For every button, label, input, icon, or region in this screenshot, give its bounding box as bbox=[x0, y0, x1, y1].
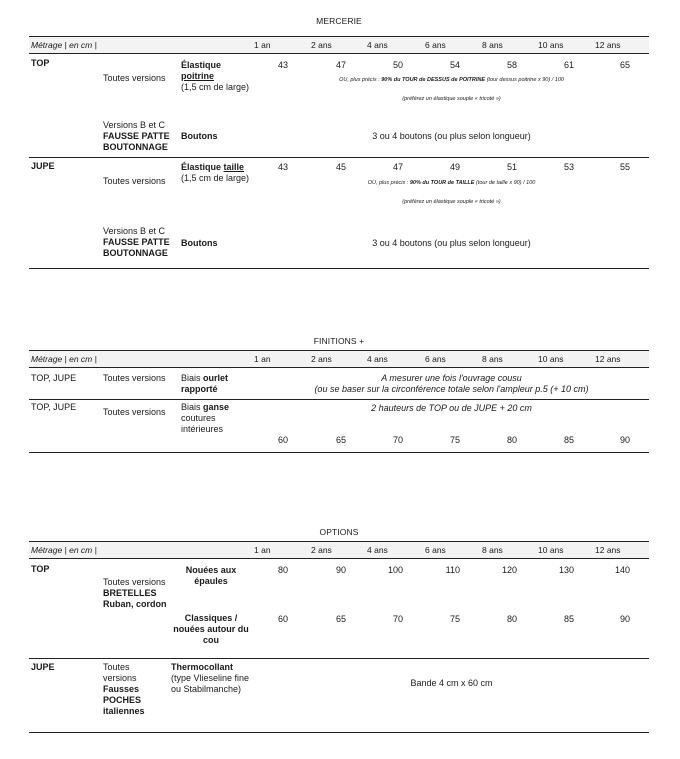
finitions-row1-text2: (ou se baser sur la circonférence totale selon l'ampleur p.5 (+ 10 cm) bbox=[314, 384, 589, 394]
mercerie-jupe-label: JUPE bbox=[31, 161, 55, 171]
value-cell: 70 bbox=[392, 614, 403, 624]
year-8: 8 ans bbox=[482, 354, 503, 364]
year-1: 1 an bbox=[254, 545, 271, 555]
finitions-row2-text: 2 hauteurs de TOP ou de JUPE + 20 cm bbox=[371, 403, 532, 413]
year-1: 1 an bbox=[254, 354, 271, 364]
value-cell: 45 bbox=[335, 162, 346, 172]
value-cell: 60 bbox=[277, 614, 288, 624]
year-6: 6 ans bbox=[425, 40, 446, 50]
finitions-row1-label: TOP, JUPE bbox=[31, 373, 77, 383]
options-top-versions: Toutes versions BRETELLES Ruban, cordon bbox=[103, 577, 167, 609]
value-cell: 65 bbox=[335, 435, 346, 445]
value-cell: 47 bbox=[392, 162, 403, 172]
row-divider bbox=[29, 658, 649, 659]
value-cell: 85 bbox=[563, 614, 574, 624]
value-cell: 85 bbox=[563, 435, 574, 445]
value-cell: 54 bbox=[449, 60, 460, 70]
value-cell: 90 bbox=[335, 565, 346, 575]
value-cell: 100 bbox=[387, 565, 403, 575]
year-6: 6 ans bbox=[425, 354, 446, 364]
value-cell: 75 bbox=[449, 435, 460, 445]
value-cell: 43 bbox=[277, 60, 288, 70]
value-cell: 80 bbox=[506, 614, 517, 624]
finitions-header-row bbox=[29, 350, 649, 368]
options-jupe-label: JUPE bbox=[31, 662, 55, 672]
year-8: 8 ans bbox=[482, 40, 503, 50]
value-cell: 110 bbox=[445, 565, 460, 575]
year-10: 10 ans bbox=[538, 545, 564, 555]
mercerie-top-versions-bc: Versions B et C FAUSSE PATTE BOUTONNAGE bbox=[103, 120, 170, 152]
mercerie-jupe-item: Élastique taille (1,5 cm de large) bbox=[181, 162, 250, 183]
year-6: 6 ans bbox=[425, 545, 446, 555]
value-cell: 50 bbox=[392, 60, 403, 70]
value-cell: 90 bbox=[619, 435, 630, 445]
mercerie-jupe-boutons-text: 3 ou 4 boutons (ou plus selon longueur) bbox=[372, 238, 531, 248]
value-cell: 130 bbox=[558, 565, 574, 575]
year-10: 10 ans bbox=[538, 40, 564, 50]
mercerie-top-boutons-text: 3 ou 4 boutons (ou plus selon longueur) bbox=[372, 131, 531, 141]
row-divider bbox=[29, 399, 649, 400]
mercerie-jupe-versions: Toutes versions bbox=[103, 176, 166, 186]
year-4: 4 ans bbox=[367, 545, 388, 555]
year-12: 12 ans bbox=[595, 40, 621, 50]
options-top-row2-item: Classiques / nouées autour du cou bbox=[173, 613, 249, 645]
year-8: 8 ans bbox=[482, 545, 503, 555]
header-label: Métrage | en cm | bbox=[31, 40, 97, 50]
value-cell: 55 bbox=[619, 162, 630, 172]
options-title: OPTIONS bbox=[319, 527, 359, 537]
year-2: 2 ans bbox=[311, 545, 332, 555]
value-cell: 65 bbox=[335, 614, 346, 624]
mercerie-top-label: TOP bbox=[31, 58, 50, 68]
header-label: Métrage | en cm | bbox=[31, 354, 97, 364]
value-cell: 70 bbox=[392, 435, 403, 445]
value-cell: 120 bbox=[501, 565, 517, 575]
finitions-row1-text1: A mesurer une fois l'ouvrage cousu bbox=[381, 373, 522, 383]
mercerie-top-note: OU, plus précis : 90% du TOUR de DESSUS de POITRINE (tour dessus poitrine x 90) / 100 bbox=[339, 77, 564, 83]
table-bottom-border bbox=[29, 268, 649, 269]
value-cell: 80 bbox=[506, 435, 517, 445]
options-top-row1-item: Nouées aux épaules bbox=[185, 565, 237, 586]
options-header-row bbox=[29, 541, 649, 559]
finitions-row2-versions: Toutes versions bbox=[103, 407, 166, 417]
mercerie-jupe-boutons: Boutons bbox=[181, 238, 218, 248]
options-jupe-item: Thermocollant (type Vlieseline fine ou Stabilmanche) bbox=[171, 662, 250, 694]
value-cell: 140 bbox=[614, 565, 630, 575]
year-2: 2 ans bbox=[311, 40, 332, 50]
options-jupe-versions: Toutes versions Fausses POCHES italiennes bbox=[103, 662, 145, 716]
year-12: 12 ans bbox=[595, 545, 621, 555]
value-cell: 47 bbox=[335, 60, 346, 70]
finitions-row1-item: Biais ourlet rapporté bbox=[181, 373, 229, 394]
value-cell: 49 bbox=[449, 162, 460, 172]
mercerie-top-versions: Toutes versions bbox=[103, 73, 166, 83]
header-label: Métrage | en cm | bbox=[31, 545, 97, 555]
year-4: 4 ans bbox=[367, 40, 388, 50]
options-top-label: TOP bbox=[31, 564, 50, 574]
mercerie-title: MERCERIE bbox=[316, 16, 362, 26]
year-2: 2 ans bbox=[311, 354, 332, 364]
mercerie-jupe-note2: (préférez un élastique souple « tricoté ») bbox=[402, 199, 501, 205]
value-cell: 65 bbox=[619, 60, 630, 70]
value-cell: 58 bbox=[506, 60, 517, 70]
finitions-row2-label: TOP, JUPE bbox=[31, 402, 77, 412]
value-cell: 61 bbox=[563, 60, 574, 70]
mercerie-top-note2: (préférez un élastique souple « tricoté ») bbox=[402, 96, 501, 102]
options-section bbox=[29, 527, 649, 742]
mercerie-top-boutons: Boutons bbox=[181, 131, 218, 141]
finitions-title: FINITIONS + bbox=[313, 336, 365, 346]
finitions-section bbox=[29, 336, 649, 466]
value-cell: 43 bbox=[277, 162, 288, 172]
value-cell: 60 bbox=[277, 435, 288, 445]
mercerie-top-item: Élastique poitrine (1,5 cm de large) bbox=[181, 60, 250, 92]
row-divider bbox=[29, 157, 649, 158]
finitions-row2-item: Biais ganse coutures intérieures bbox=[181, 402, 230, 434]
value-cell: 51 bbox=[506, 162, 517, 172]
year-12: 12 ans bbox=[595, 354, 621, 364]
value-cell: 53 bbox=[563, 162, 574, 172]
year-4: 4 ans bbox=[367, 354, 388, 364]
mercerie-header-row bbox=[29, 36, 649, 54]
mercerie-jupe-note: OU, plus précis : 90% du TOUR de TAILLE (tour de taille x 90) / 100 bbox=[367, 180, 536, 186]
table-bottom-border bbox=[29, 452, 649, 453]
year-10: 10 ans bbox=[538, 354, 564, 364]
value-cell: 80 bbox=[277, 565, 288, 575]
options-jupe-text: Bande 4 cm x 60 cm bbox=[410, 678, 493, 688]
finitions-row1-versions: Toutes versions bbox=[103, 373, 166, 383]
year-1: 1 an bbox=[254, 40, 271, 50]
value-cell: 90 bbox=[619, 614, 630, 624]
value-cell: 75 bbox=[449, 614, 460, 624]
table-bottom-border bbox=[29, 732, 649, 733]
mercerie-section bbox=[29, 16, 649, 276]
mercerie-jupe-versions-bc: Versions B et C FAUSSE PATTE BOUTONNAGE bbox=[103, 226, 170, 258]
